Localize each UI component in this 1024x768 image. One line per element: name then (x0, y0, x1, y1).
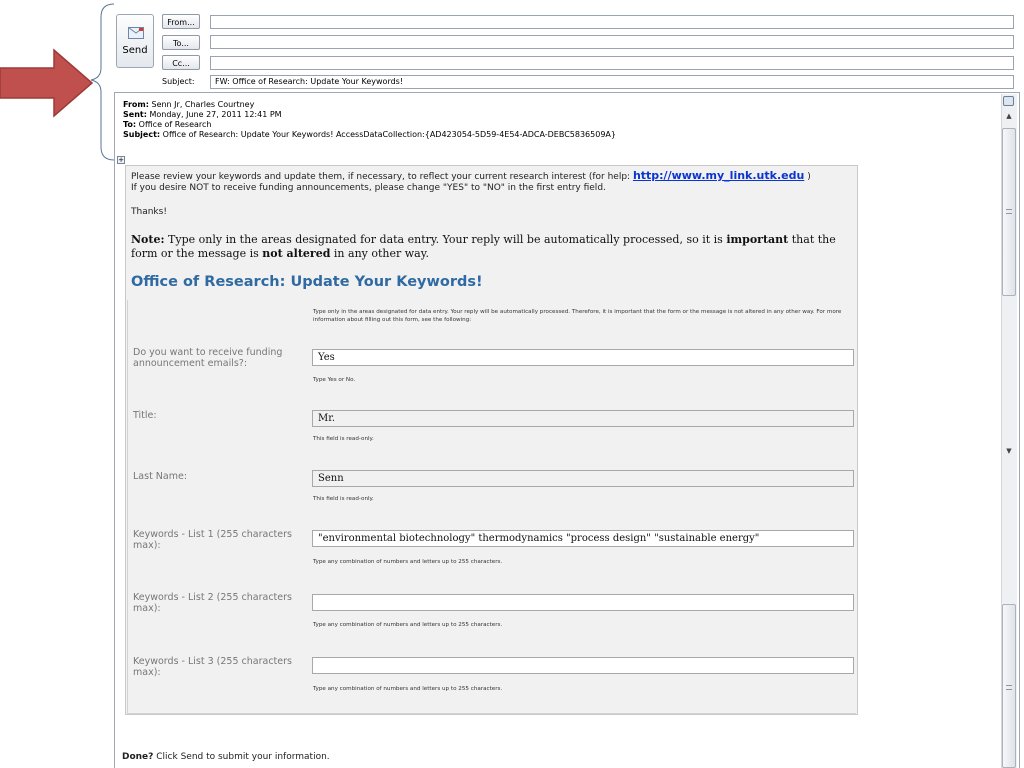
envelope-icon (128, 27, 144, 39)
keywords-list-3-input[interactable] (312, 657, 854, 674)
done-label: Done? (122, 752, 154, 762)
row-label-keywords-2: Keywords - List 2 (255 characters max): (133, 592, 292, 614)
scroll-grip-icon (1006, 209, 1012, 214)
scroll-down-icon[interactable]: ▼ (1006, 447, 1012, 455)
form-info-text: Type only in the areas designated for data entry. Your reply will be automatically processed. Therefore, it is important that the form or the message is not altered in any other way. For more information about filling out this form, see the following: (313, 309, 842, 323)
send-label: Send (122, 45, 148, 56)
table-move-handle-icon[interactable]: + (118, 156, 124, 164)
intro-line1: Please review your keywords and update them, if necessary, to reflect your current research interest (for help: (131, 172, 631, 182)
fwd-to-label: To: (123, 120, 137, 129)
note-part2: that the form or the message is (131, 233, 836, 260)
scroll-grip-lower-icon (1006, 685, 1012, 690)
scroll-up-icon[interactable]: ▲ (1006, 112, 1012, 120)
fwd-from-value: Senn Jr, Charles Courtney (151, 100, 255, 109)
annotation-arrow (0, 48, 94, 118)
row-label-last-name: Last Name: (133, 471, 188, 482)
note-part1: Type only in the areas designated for data entry. Your reply will be automatically processed, so it is (168, 233, 723, 246)
fwd-subject-value: Office of Research: Update Your Keywords! AccessDataCollection:{AD423054-5D59-4E54-ADCA-DEBC5836509A} (162, 130, 616, 139)
keywords-list-1-input[interactable]: "environmental biotechnology" thermodynamics "process design" "sustainable energy" (312, 530, 854, 547)
forwarded-header (123, 100, 616, 140)
row-label-keywords-1: Keywords - List 1 (255 characters max): (133, 529, 292, 551)
keywords-list-2-input[interactable] (312, 594, 854, 611)
note-text (131, 233, 843, 261)
ruler-toggle-icon[interactable] (1003, 96, 1014, 106)
fwd-from-label: From: (123, 100, 149, 109)
fwd-sent-label: Sent: (123, 110, 147, 119)
thanks-text: Thanks! (131, 207, 167, 217)
compose-header (114, 10, 1020, 90)
intro-line1-end: ) (807, 172, 811, 182)
intro-line2: If you desire NOT to receive funding announcements, please change "YES" to "NO" in the first entry field. (131, 183, 606, 193)
row-hint-last-name: This field is read-only. (313, 496, 374, 502)
note-important: important (726, 233, 789, 246)
row-hint-title: This field is read-only. (313, 436, 374, 442)
done-instruction (122, 752, 330, 762)
fwd-sent-value: Monday, June 27, 2011 12:41 PM (149, 110, 282, 119)
row-label-title: Title: (133, 410, 157, 421)
fwd-to-value: Office of Research (138, 120, 212, 129)
note-not-altered: not altered (262, 247, 331, 260)
cc-field[interactable] (210, 56, 1014, 70)
done-text: Click Send to submit your information. (156, 752, 330, 762)
to-field[interactable] (210, 35, 1014, 49)
to-button[interactable]: To... (162, 35, 200, 50)
subject-label: Subject: (162, 77, 195, 86)
subject-field[interactable]: FW: Office of Research: Update Your Keywords! (210, 75, 1014, 89)
form-title: Office of Research: Update Your Keywords! (131, 274, 483, 290)
from-field[interactable] (210, 15, 1014, 29)
row-hint-keywords-3: Type any combination of numbers and letters up to 255 characters. (313, 686, 503, 692)
help-link[interactable]: http://www.my_link.utk.edu (632, 169, 805, 182)
title-field: Mr. (312, 410, 854, 427)
row-label-funding: Do you want to receive funding announcement emails?: (133, 347, 283, 369)
note-label: Note: (131, 233, 165, 246)
send-button[interactable] (116, 14, 154, 68)
from-button[interactable]: From... (162, 14, 200, 29)
row-label-keywords-3: Keywords - List 3 (255 characters max): (133, 656, 292, 678)
row-hint-keywords-1: Type any combination of numbers and letters up to 255 characters. (313, 559, 503, 565)
intro-text (131, 170, 851, 194)
funding-emails-input[interactable]: Yes (312, 349, 854, 366)
fwd-subject-label: Subject: (123, 130, 161, 139)
last-name-field: Senn (312, 470, 854, 487)
note-part3: in any other way. (333, 247, 429, 260)
cc-button[interactable]: Cc... (162, 55, 200, 70)
row-hint-funding: Type Yes or No. (313, 377, 356, 383)
row-hint-keywords-2: Type any combination of numbers and letters up to 255 characters. (313, 622, 503, 628)
